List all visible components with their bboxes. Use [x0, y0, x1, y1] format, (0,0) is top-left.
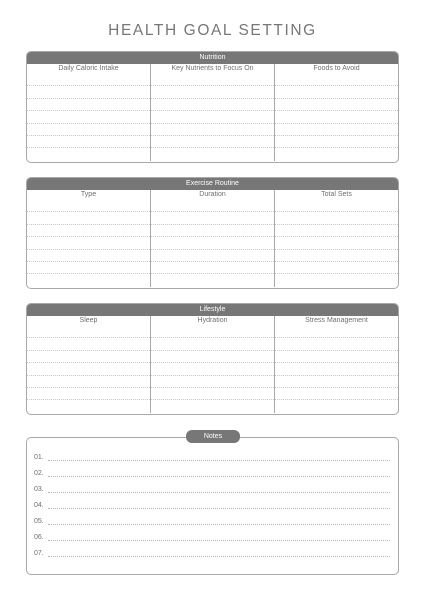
entry-row[interactable]	[27, 148, 150, 160]
entry-column[interactable]	[150, 326, 274, 413]
entry-row[interactable]	[275, 250, 398, 262]
entry-row[interactable]	[27, 388, 150, 400]
note-line[interactable]	[34, 516, 390, 526]
entry-row[interactable]	[151, 376, 274, 388]
section-header: Exercise Routine	[27, 178, 398, 190]
entry-row[interactable]	[275, 326, 398, 338]
entry-row[interactable]	[275, 148, 398, 160]
entry-row[interactable]	[151, 388, 274, 400]
column-header: Sleep	[79, 317, 98, 324]
entry-row[interactable]	[275, 200, 398, 212]
entry-row[interactable]	[151, 326, 274, 338]
entry-row[interactable]	[275, 351, 398, 363]
entry-row[interactable]	[151, 400, 274, 412]
entry-row[interactable]	[27, 376, 150, 388]
note-line[interactable]	[34, 532, 390, 542]
page-title: HEALTH GOAL SETTING	[108, 22, 317, 39]
column-header: Type	[80, 191, 97, 198]
exercise-routine-section	[26, 177, 399, 289]
entry-row[interactable]	[151, 363, 274, 375]
note-number: 02.	[34, 470, 44, 477]
entry-row[interactable]	[151, 148, 274, 160]
column-header: Duration	[150, 190, 274, 200]
entry-row[interactable]	[27, 200, 150, 212]
entry-row[interactable]	[275, 388, 398, 400]
entry-row[interactable]	[151, 99, 274, 111]
note-rule	[48, 556, 390, 557]
entry-row[interactable]	[275, 212, 398, 224]
entry-row[interactable]	[151, 124, 274, 136]
column-header: Total Sets	[274, 190, 398, 200]
column-header: Daily Caloric Intake	[58, 65, 119, 72]
section-header: Nutrition	[27, 52, 398, 64]
entry-row[interactable]	[151, 212, 274, 224]
note-line[interactable]	[34, 468, 390, 478]
entry-row[interactable]	[27, 363, 150, 375]
entry-row[interactable]	[27, 250, 150, 262]
entry-row[interactable]	[27, 136, 150, 148]
note-rule	[48, 460, 390, 461]
entry-row[interactable]	[151, 262, 274, 274]
entry-row[interactable]	[27, 326, 150, 338]
entry-row[interactable]	[275, 338, 398, 350]
entry-row[interactable]	[151, 250, 274, 262]
entry-row[interactable]	[151, 74, 274, 86]
entry-row[interactable]	[275, 237, 398, 249]
entry-row[interactable]	[151, 200, 274, 212]
entry-row[interactable]	[275, 86, 398, 98]
entry-column[interactable]	[274, 74, 398, 161]
entry-column[interactable]	[274, 326, 398, 413]
entry-row[interactable]	[275, 376, 398, 388]
entry-row[interactable]	[27, 111, 150, 123]
notes-title: Notes	[186, 430, 240, 443]
entry-row[interactable]	[275, 274, 398, 286]
note-rule	[48, 524, 390, 525]
note-number: 01.	[34, 454, 44, 461]
entry-grid	[27, 74, 398, 161]
section-header: Lifestyle	[27, 304, 398, 316]
entry-row[interactable]	[27, 124, 150, 136]
note-number: 05.	[34, 518, 44, 525]
entry-row[interactable]	[275, 225, 398, 237]
entry-row[interactable]	[27, 262, 150, 274]
entry-grid	[27, 326, 398, 413]
entry-row[interactable]	[151, 225, 274, 237]
entry-row[interactable]	[275, 74, 398, 86]
entry-row[interactable]	[27, 225, 150, 237]
note-rule	[48, 540, 390, 541]
column-headers	[27, 64, 398, 74]
column-header: Hydration	[150, 316, 274, 326]
note-rule	[48, 476, 390, 477]
note-line[interactable]	[34, 500, 390, 510]
entry-row[interactable]	[151, 136, 274, 148]
entry-row[interactable]	[275, 136, 398, 148]
entry-row[interactable]	[275, 262, 398, 274]
entry-column[interactable]	[27, 74, 150, 161]
column-header: Foods to Avoid	[274, 64, 398, 74]
entry-row[interactable]	[151, 111, 274, 123]
entry-row[interactable]	[275, 99, 398, 111]
note-number: 04.	[34, 502, 44, 509]
note-line[interactable]	[34, 484, 390, 494]
entry-row[interactable]	[151, 338, 274, 350]
note-number: 03.	[34, 486, 44, 493]
entry-row[interactable]	[27, 74, 150, 86]
entry-row[interactable]	[27, 338, 150, 350]
note-number: 07.	[34, 550, 44, 557]
entry-row[interactable]	[275, 111, 398, 123]
entry-grid	[27, 200, 398, 287]
entry-row[interactable]	[27, 99, 150, 111]
entry-row[interactable]	[27, 274, 150, 286]
entry-row[interactable]	[275, 400, 398, 412]
entry-column[interactable]	[27, 200, 150, 287]
entry-row[interactable]	[27, 237, 150, 249]
entry-row[interactable]	[151, 237, 274, 249]
entry-row[interactable]	[151, 351, 274, 363]
entry-row[interactable]	[275, 363, 398, 375]
entry-row[interactable]	[27, 400, 150, 412]
entry-column[interactable]	[150, 74, 274, 161]
column-headers	[27, 190, 398, 200]
note-line[interactable]	[34, 452, 390, 462]
entry-column[interactable]	[150, 200, 274, 287]
note-number: 06.	[34, 534, 44, 541]
column-headers	[27, 316, 398, 326]
note-rule	[48, 492, 390, 493]
column-header: Stress Management	[274, 316, 398, 326]
nutrition-section	[26, 51, 399, 163]
entry-row[interactable]	[27, 351, 150, 363]
entry-row[interactable]	[275, 124, 398, 136]
entry-row[interactable]	[151, 274, 274, 286]
entry-column[interactable]	[274, 200, 398, 287]
entry-row[interactable]	[27, 212, 150, 224]
lifestyle-section	[26, 303, 399, 415]
note-rule	[48, 508, 390, 509]
note-line[interactable]	[34, 548, 390, 558]
entry-row[interactable]	[27, 86, 150, 98]
entry-column[interactable]	[27, 326, 150, 413]
entry-row[interactable]	[151, 86, 274, 98]
column-header: Key Nutrients to Focus On	[150, 64, 274, 74]
